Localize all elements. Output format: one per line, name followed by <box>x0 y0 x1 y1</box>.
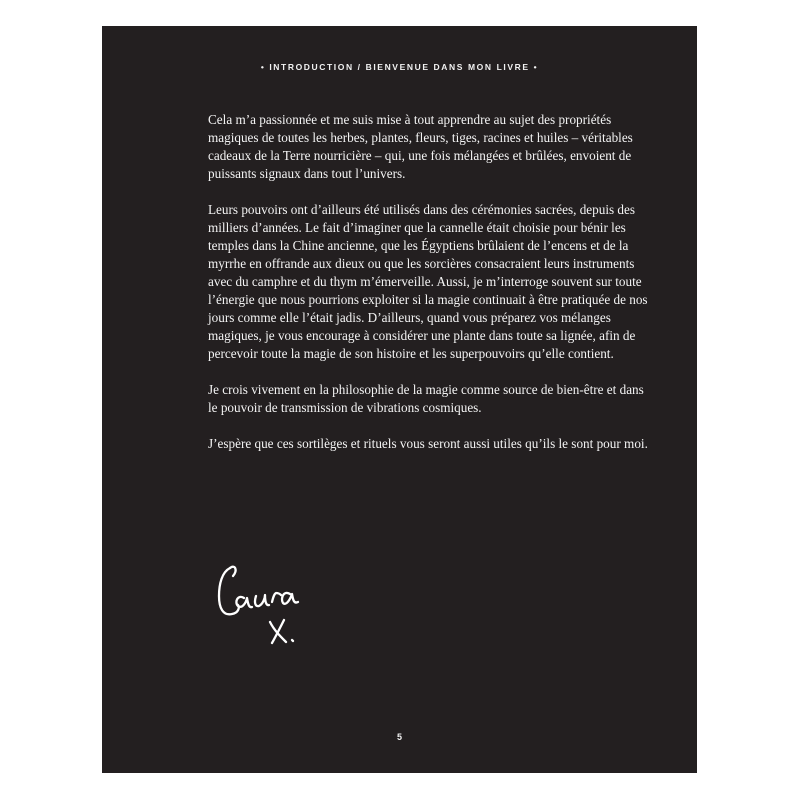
running-header: • INTRODUCTION / BIENVENUE DANS MON LIVRE • <box>260 62 539 72</box>
body-text <box>208 111 648 471</box>
paragraph-2: Leurs pouvoirs ont d’ailleurs été utilisés dans des cérémonies sacrées, depuis des milliers d’années. Le fait d’imaginer que la cannelle était choisie pour bénir les temples dans la Chine ancienne, que les Égyptiens brûlaient de l’encens et de la myrrhe en offrande aux dieux ou que les sorcières consacraient leurs instruments avec du camphre et du thym m’émerveille. Aussi, je m’interroge souvent sur toute l’énergie que nous pourrions exploiter si la magie continuait à être pratiquée de nos jours comme elle l’était jadis. D’ailleurs, quand vous préparez vos mélanges magiques, je vous encourage à considérer une plante dans toute sa lignée, afin de percevoir toute la magie de son histoire et les superpouvoirs qu’elle contient. <box>208 202 648 361</box>
paragraph-3: Je crois vivement en la philosophie de la magie comme source de bien-être et dans le pouvoir de transmission de vibrations cosmiques. <box>208 382 644 415</box>
page-number: 5 <box>396 732 402 742</box>
paragraph-1: Cela m’a passionnée et me suis mise à tout apprendre au sujet des propriétés magiques de toutes les herbes, plantes, fleurs, tiges, racines et huiles – véritables cadeaux de la Terre nourricière – qui, une fois mélangées et brûlées, envoient de puissants signaux dans tout l’univers. <box>208 112 633 181</box>
handwritten-signature <box>210 558 310 648</box>
book-page <box>102 26 697 773</box>
paragraph-4: J’espère que ces sortilèges et rituels vous seront aussi utiles qu’ils le sont pour moi. <box>208 436 648 451</box>
